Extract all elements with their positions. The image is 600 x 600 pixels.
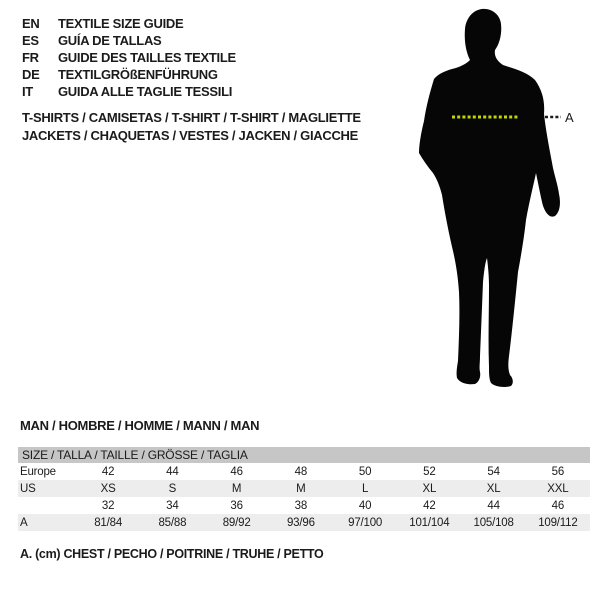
size-cell: XXL	[526, 480, 590, 497]
size-cell: S	[140, 480, 204, 497]
man-silhouette-svg	[390, 0, 600, 400]
size-cell: 44	[166, 465, 179, 478]
size-cell: M	[205, 480, 269, 497]
size-cell: 52	[423, 465, 436, 478]
language-code: FR	[22, 50, 39, 65]
size-cell: 46	[230, 465, 243, 478]
footnote-chest: A. (cm) CHEST / PECHO / POITRINE / TRUHE / PETTO	[20, 547, 324, 561]
language-code: ES	[22, 33, 39, 48]
table-row-chest-cm	[18, 514, 590, 531]
size-cell: L	[333, 480, 397, 497]
size-table-header-row	[18, 447, 590, 463]
size-cell: 38	[294, 499, 308, 512]
language-row-it	[22, 83, 236, 100]
man-silhouette-figure	[390, 0, 600, 400]
size-cell: 81/84	[76, 514, 140, 531]
language-list	[22, 15, 236, 100]
language-row-fr	[22, 49, 236, 66]
table-row-europe	[18, 463, 590, 480]
size-cell: 40	[358, 499, 372, 512]
size-table-header: SIZE / TALLA / TAILLE / GRÖSSE / TAGLIA	[18, 447, 590, 463]
size-cell: 34	[166, 499, 179, 512]
product-type-jackets: JACKETS / CHAQUETAS / VESTES / JACKEN / GIACCHE	[22, 127, 358, 143]
man-silhouette	[419, 9, 560, 387]
size-cell: 105/108	[462, 514, 526, 531]
language-text: GUIDA ALLE TAGLIE TESSILI	[58, 84, 233, 99]
row-label: A	[18, 514, 76, 531]
table-row-us	[18, 480, 590, 497]
language-text: TEXTILE SIZE GUIDE	[58, 16, 184, 31]
language-text: GUIDE DES TAILLES TEXTILE	[58, 50, 236, 65]
size-cell: 54	[487, 465, 500, 478]
language-row-de	[22, 66, 236, 83]
product-types	[22, 109, 361, 144]
size-cell: 42	[423, 499, 436, 512]
language-text: GUÍA DE TALLAS	[58, 33, 162, 48]
size-cell: 48	[294, 465, 308, 478]
size-cell: 97/100	[333, 514, 397, 531]
size-cell: 56	[551, 465, 565, 478]
size-cell: 44	[487, 499, 500, 512]
language-text: TEXTILGRÖßENFÜHRUNG	[58, 67, 218, 82]
size-cell: 101/104	[397, 514, 461, 531]
table-row-numeric	[18, 497, 590, 514]
size-cell: XL	[462, 480, 526, 497]
language-code: IT	[22, 84, 33, 99]
size-cell: 93/96	[269, 514, 333, 531]
size-cell: XL	[397, 480, 461, 497]
section-title-man: MAN / HOMBRE / HOMME / MANN / MAN	[20, 418, 260, 433]
size-table	[18, 447, 590, 531]
size-cell: M	[269, 480, 333, 497]
row-label	[18, 497, 76, 514]
language-row-es	[22, 32, 236, 49]
row-label: Europe	[20, 465, 56, 478]
product-type-tshirts: T-SHIRTS / CAMISETAS / T-SHIRT / T-SHIRT / MAGLIETTE	[22, 110, 361, 125]
size-cell: XS	[76, 480, 140, 497]
size-cell: 89/92	[205, 514, 269, 531]
size-cell: 109/112	[526, 514, 590, 531]
language-code: EN	[22, 16, 40, 31]
row-label: US	[18, 480, 76, 497]
size-cell: 42	[101, 465, 115, 478]
size-cell: 32	[101, 499, 115, 512]
language-code: DE	[22, 67, 40, 82]
size-cell: 46	[551, 499, 565, 512]
size-cell: 50	[358, 465, 372, 478]
size-cell: 85/88	[140, 514, 204, 531]
language-row-en	[22, 15, 236, 32]
measure-label-a: A	[565, 110, 574, 125]
size-cell: 36	[230, 499, 243, 512]
